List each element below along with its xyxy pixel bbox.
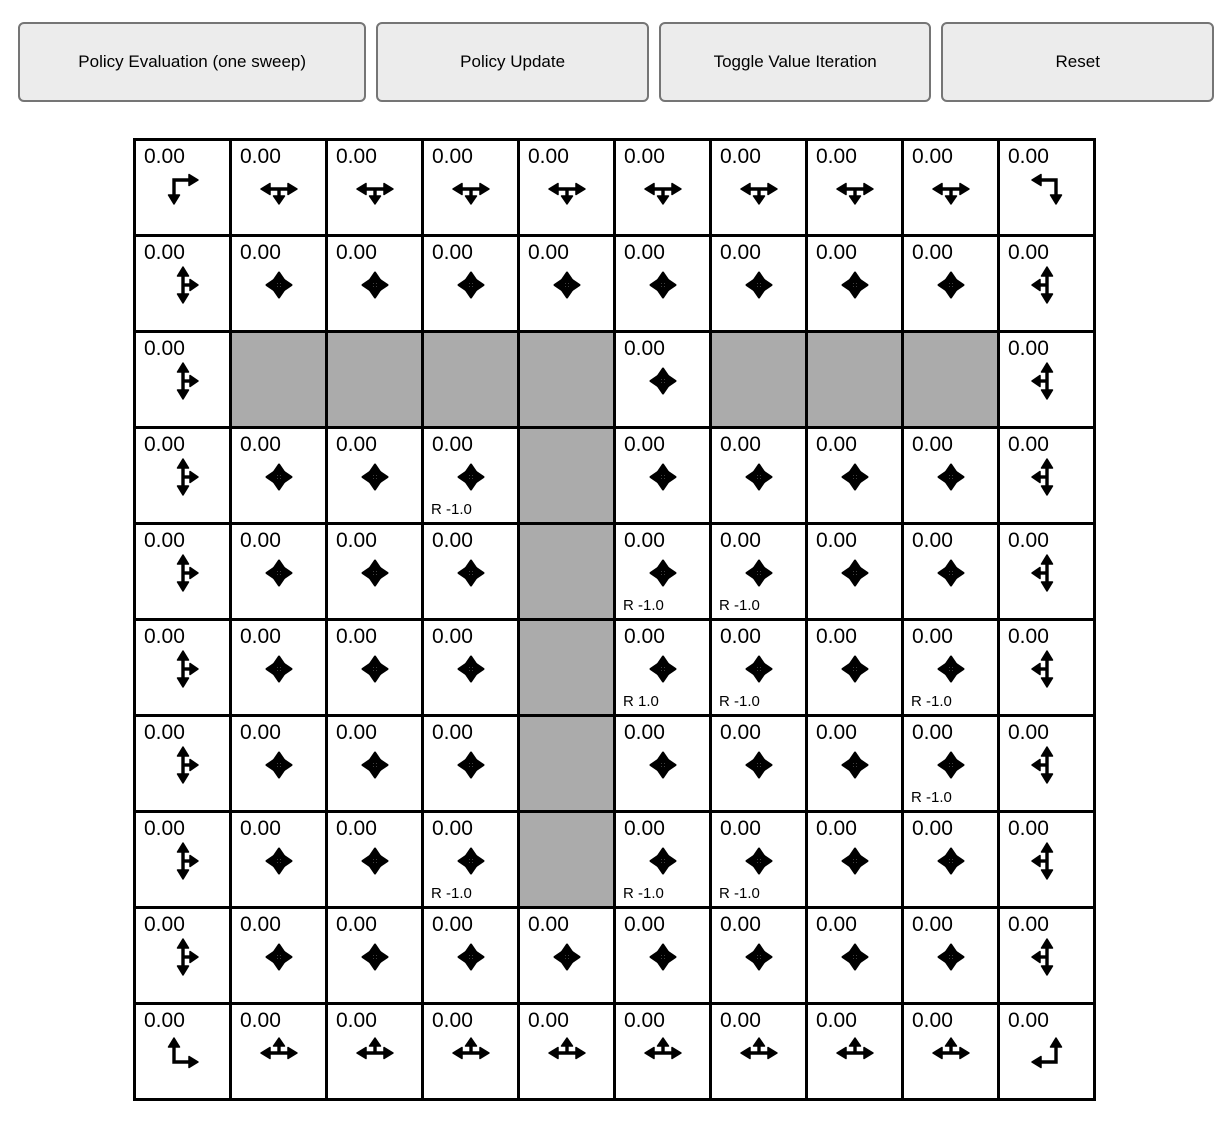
grid-cell-r7c9 [904,717,997,810]
policy-arrows-icon [833,551,877,595]
cell-value: 0.00 [1008,529,1049,552]
policy-arrows-icon [641,1031,685,1075]
grid-cell-r1c1 [136,141,229,234]
policy-arrows-icon [353,167,397,211]
grid-cell-r6c9 [904,621,997,714]
cell-value: 0.00 [720,913,761,936]
grid-cell-r4c4 [424,429,517,522]
grid-cell-r9c7 [712,909,805,1002]
cell-value: 0.00 [432,145,473,168]
grid-cell-r2c10 [1000,237,1093,330]
grid-cell-r9c8 [808,909,901,1002]
cell-value: 0.00 [720,145,761,168]
policy-arrows-icon [257,647,301,691]
grid-cell-r2c9 [904,237,997,330]
policy-arrows-icon [737,647,781,691]
grid-cell-r7c7 [712,717,805,810]
reward-label: R -1.0 [911,693,952,710]
reward-label: R -1.0 [719,693,760,710]
grid-cell-r4c1 [136,429,229,522]
cell-value: 0.00 [144,1009,185,1032]
policy-arrows-icon [449,935,493,979]
cell-value: 0.00 [336,241,377,264]
policy-evaluation-button[interactable]: Policy Evaluation (one sweep) [18,22,366,102]
policy-arrows-icon [929,1031,973,1075]
grid-cell-r5c2 [232,525,325,618]
policy-arrows-icon [929,167,973,211]
policy-arrows-icon [1025,935,1069,979]
grid-cell-r4c8 [808,429,901,522]
reward-label: R -1.0 [719,597,760,614]
grid-cell-r3c6 [616,333,709,426]
cell-value: 0.00 [240,913,281,936]
policy-arrows-icon [353,935,397,979]
cell-value: 0.00 [624,913,665,936]
cell-value: 0.00 [816,721,857,744]
policy-arrows-icon [737,263,781,307]
policy-arrows-icon [449,647,493,691]
cell-value: 0.00 [1008,337,1049,360]
grid-cell-r6c2 [232,621,325,714]
grid-cell-r1c5 [520,141,613,234]
cell-value: 0.00 [432,817,473,840]
grid-cell-r3c10 [1000,333,1093,426]
policy-arrows-icon [641,839,685,883]
grid-cell-r5c10 [1000,525,1093,618]
cell-value: 0.00 [912,817,953,840]
policy-arrows-icon [641,167,685,211]
cell-value: 0.00 [336,529,377,552]
grid-cell-r8c8 [808,813,901,906]
cell-value: 0.00 [816,913,857,936]
cell-value: 0.00 [240,721,281,744]
cell-value: 0.00 [720,1009,761,1032]
cell-value: 0.00 [144,433,185,456]
cell-value: 0.00 [336,625,377,648]
cell-value: 0.00 [624,625,665,648]
policy-arrows-icon [257,263,301,307]
policy-arrows-icon [1025,839,1069,883]
grid-cell-r10c7 [712,1005,805,1098]
cell-value: 0.00 [336,721,377,744]
grid-cell-r1c8 [808,141,901,234]
cell-value: 0.00 [528,1009,569,1032]
cell-value: 0.00 [1008,817,1049,840]
policy-arrows-icon [929,839,973,883]
reward-label: R -1.0 [431,885,472,902]
cell-value: 0.00 [432,433,473,456]
policy-arrows-icon [353,743,397,787]
cell-value: 0.00 [624,145,665,168]
grid-cell-r9c9 [904,909,997,1002]
grid-cell-r6c7 [712,621,805,714]
policy-arrows-icon [641,647,685,691]
cell-value: 0.00 [1008,913,1049,936]
reward-label: R -1.0 [719,885,760,902]
policy-arrows-icon [161,743,205,787]
grid-cell-r9c2 [232,909,325,1002]
policy-arrows-icon [641,455,685,499]
cell-value: 0.00 [528,241,569,264]
grid-cell-r4c2 [232,429,325,522]
grid-cell-r7c8 [808,717,901,810]
grid-cell-r7c2 [232,717,325,810]
cell-value: 0.00 [912,625,953,648]
grid-cell-r2c2 [232,237,325,330]
grid-cell-r7c4 [424,717,517,810]
policy-arrows-icon [257,455,301,499]
policy-arrows-icon [161,935,205,979]
cell-value: 0.00 [624,433,665,456]
policy-update-button[interactable]: Policy Update [376,22,649,102]
grid-cell-r8c7 [712,813,805,906]
policy-arrows-icon [833,167,877,211]
grid-cell-r4c9 [904,429,997,522]
policy-arrows-icon [929,647,973,691]
wall-cell-r3c4 [424,333,517,426]
grid-cell-r5c9 [904,525,997,618]
policy-arrows-icon [449,839,493,883]
grid-cell-r9c10 [1000,909,1093,1002]
wall-cell-r7c5 [520,717,613,810]
grid-cell-r10c8 [808,1005,901,1098]
grid-cell-r9c4 [424,909,517,1002]
policy-arrows-icon [353,839,397,883]
grid-cell-r6c6 [616,621,709,714]
grid-cell-r10c4 [424,1005,517,1098]
policy-arrows-icon [641,551,685,595]
policy-arrows-icon [737,1031,781,1075]
grid-cell-r5c7 [712,525,805,618]
grid-cell-r10c1 [136,1005,229,1098]
cell-value: 0.00 [816,817,857,840]
policy-arrows-icon [1025,263,1069,307]
policy-arrows-icon [353,263,397,307]
policy-arrows-icon [161,551,205,595]
cell-value: 0.00 [720,529,761,552]
cell-value: 0.00 [816,625,857,648]
grid-cell-r8c4 [424,813,517,906]
cell-value: 0.00 [624,529,665,552]
cell-value: 0.00 [432,625,473,648]
grid-cell-r5c3 [328,525,421,618]
cell-value: 0.00 [336,433,377,456]
grid-cell-r10c2 [232,1005,325,1098]
cell-value: 0.00 [912,241,953,264]
grid-cell-r1c3 [328,141,421,234]
cell-value: 0.00 [1008,433,1049,456]
grid-cell-r5c6 [616,525,709,618]
cell-value: 0.00 [240,145,281,168]
policy-arrows-icon [545,935,589,979]
grid-cell-r4c7 [712,429,805,522]
policy-arrows-icon [641,743,685,787]
policy-arrows-icon [161,839,205,883]
grid-cell-r1c7 [712,141,805,234]
cell-value: 0.00 [144,721,185,744]
wall-cell-r6c5 [520,621,613,714]
gridworld-container [133,138,1232,1101]
grid-cell-r2c4 [424,237,517,330]
reset-button[interactable]: Reset [941,22,1214,102]
cell-value: 0.00 [240,529,281,552]
grid-cell-r2c3 [328,237,421,330]
policy-arrows-icon [257,167,301,211]
policy-arrows-icon [641,935,685,979]
policy-arrows-icon [545,1031,589,1075]
policy-arrows-icon [161,167,205,211]
wall-cell-r5c5 [520,525,613,618]
grid-cell-r10c5 [520,1005,613,1098]
cell-value: 0.00 [816,433,857,456]
wall-cell-r8c5 [520,813,613,906]
cell-value: 0.00 [432,241,473,264]
cell-value: 0.00 [912,433,953,456]
cell-value: 0.00 [816,145,857,168]
cell-value: 0.00 [720,817,761,840]
grid-cell-r8c6 [616,813,709,906]
policy-arrows-icon [833,839,877,883]
cell-value: 0.00 [720,433,761,456]
cell-value: 0.00 [336,1009,377,1032]
policy-arrows-icon [929,551,973,595]
cell-value: 0.00 [624,817,665,840]
cell-value: 0.00 [240,625,281,648]
grid-cell-r7c1 [136,717,229,810]
policy-arrows-icon [449,743,493,787]
grid-cell-r9c5 [520,909,613,1002]
cell-value: 0.00 [528,145,569,168]
policy-arrows-icon [833,743,877,787]
cell-value: 0.00 [912,1009,953,1032]
policy-arrows-icon [929,263,973,307]
grid-cell-r10c10 [1000,1005,1093,1098]
cell-value: 0.00 [1008,625,1049,648]
reward-label: R -1.0 [623,885,664,902]
policy-arrows-icon [545,263,589,307]
cell-value: 0.00 [720,721,761,744]
cell-value: 0.00 [624,1009,665,1032]
cell-value: 0.00 [624,721,665,744]
grid-cell-r5c1 [136,525,229,618]
grid-cell-r4c6 [616,429,709,522]
cell-value: 0.00 [912,529,953,552]
policy-arrows-icon [257,839,301,883]
cell-value: 0.00 [432,913,473,936]
gridworld-grid [133,138,1096,1101]
cell-value: 0.00 [240,433,281,456]
cell-value: 0.00 [912,145,953,168]
grid-cell-r8c10 [1000,813,1093,906]
policy-arrows-icon [161,359,205,403]
policy-arrows-icon [641,359,685,403]
grid-cell-r8c3 [328,813,421,906]
cell-value: 0.00 [432,721,473,744]
policy-arrows-icon [1025,167,1069,211]
grid-cell-r2c8 [808,237,901,330]
policy-arrows-icon [257,935,301,979]
policy-arrows-icon [449,263,493,307]
grid-cell-r2c6 [616,237,709,330]
policy-arrows-icon [1025,647,1069,691]
policy-arrows-icon [449,167,493,211]
policy-arrows-icon [449,455,493,499]
policy-arrows-icon [353,455,397,499]
grid-cell-r10c6 [616,1005,709,1098]
wall-cell-r3c2 [232,333,325,426]
policy-arrows-icon [161,263,205,307]
grid-cell-r2c5 [520,237,613,330]
wall-cell-r3c5 [520,333,613,426]
cell-value: 0.00 [144,817,185,840]
cell-value: 0.00 [1008,241,1049,264]
cell-value: 0.00 [240,1009,281,1032]
grid-cell-r6c1 [136,621,229,714]
grid-cell-r3c1 [136,333,229,426]
policy-arrows-icon [161,647,205,691]
cell-value: 0.00 [720,625,761,648]
policy-arrows-icon [737,551,781,595]
policy-arrows-icon [737,167,781,211]
grid-cell-r10c3 [328,1005,421,1098]
grid-cell-r8c2 [232,813,325,906]
policy-arrows-icon [449,551,493,595]
wall-cell-r3c8 [808,333,901,426]
reward-label: R -1.0 [911,789,952,806]
cell-value: 0.00 [432,529,473,552]
policy-arrows-icon [545,167,589,211]
policy-arrows-icon [1025,455,1069,499]
cell-value: 0.00 [144,241,185,264]
grid-cell-r7c3 [328,717,421,810]
wall-cell-r3c9 [904,333,997,426]
cell-value: 0.00 [336,817,377,840]
cell-value: 0.00 [816,529,857,552]
policy-arrows-icon [737,743,781,787]
policy-arrows-icon [353,551,397,595]
wall-cell-r3c3 [328,333,421,426]
grid-cell-r8c1 [136,813,229,906]
cell-value: 0.00 [240,817,281,840]
grid-cell-r6c4 [424,621,517,714]
policy-arrows-icon [353,647,397,691]
cell-value: 0.00 [336,145,377,168]
cell-value: 0.00 [624,337,665,360]
grid-cell-r4c10 [1000,429,1093,522]
policy-arrows-icon [449,1031,493,1075]
grid-cell-r1c9 [904,141,997,234]
grid-cell-r4c3 [328,429,421,522]
cell-value: 0.00 [912,913,953,936]
policy-arrows-icon [833,647,877,691]
grid-cell-r8c9 [904,813,997,906]
grid-cell-r1c2 [232,141,325,234]
policy-arrows-icon [641,263,685,307]
policy-arrows-icon [929,455,973,499]
grid-cell-r7c6 [616,717,709,810]
policy-arrows-icon [929,935,973,979]
cell-value: 0.00 [624,241,665,264]
grid-cell-r9c1 [136,909,229,1002]
grid-cell-r1c10 [1000,141,1093,234]
grid-cell-r6c8 [808,621,901,714]
toolbar [18,22,1214,102]
cell-value: 0.00 [720,241,761,264]
grid-cell-r6c10 [1000,621,1093,714]
reward-label: R -1.0 [431,501,472,518]
cell-value: 0.00 [528,913,569,936]
cell-value: 0.00 [144,145,185,168]
policy-arrows-icon [833,455,877,499]
reward-label: R -1.0 [623,597,664,614]
cell-value: 0.00 [240,241,281,264]
grid-cell-r2c7 [712,237,805,330]
policy-arrows-icon [737,839,781,883]
policy-arrows-icon [257,743,301,787]
policy-arrows-icon [737,935,781,979]
cell-value: 0.00 [1008,145,1049,168]
policy-arrows-icon [257,551,301,595]
grid-cell-r9c6 [616,909,709,1002]
wall-cell-r4c5 [520,429,613,522]
cell-value: 0.00 [816,241,857,264]
grid-cell-r6c3 [328,621,421,714]
toggle-value-iteration-button[interactable]: Toggle Value Iteration [659,22,932,102]
policy-arrows-icon [161,455,205,499]
cell-value: 0.00 [1008,721,1049,744]
policy-arrows-icon [1025,551,1069,595]
grid-cell-r10c9 [904,1005,997,1098]
policy-arrows-icon [929,743,973,787]
grid-cell-r7c10 [1000,717,1093,810]
grid-cell-r2c1 [136,237,229,330]
grid-cell-r1c6 [616,141,709,234]
policy-arrows-icon [1025,743,1069,787]
policy-arrows-icon [1025,359,1069,403]
reward-label: R 1.0 [623,693,659,710]
policy-arrows-icon [737,455,781,499]
cell-value: 0.00 [432,1009,473,1032]
cell-value: 0.00 [144,625,185,648]
cell-value: 0.00 [144,913,185,936]
grid-cell-r9c3 [328,909,421,1002]
policy-arrows-icon [1025,1031,1069,1075]
policy-arrows-icon [161,1031,205,1075]
grid-cell-r5c4 [424,525,517,618]
grid-cell-r5c8 [808,525,901,618]
policy-arrows-icon [833,1031,877,1075]
cell-value: 0.00 [336,913,377,936]
cell-value: 0.00 [912,721,953,744]
cell-value: 0.00 [816,1009,857,1032]
wall-cell-r3c7 [712,333,805,426]
grid-cell-r1c4 [424,141,517,234]
policy-arrows-icon [257,1031,301,1075]
cell-value: 0.00 [1008,1009,1049,1032]
policy-arrows-icon [833,935,877,979]
cell-value: 0.00 [144,529,185,552]
policy-arrows-icon [833,263,877,307]
policy-arrows-icon [353,1031,397,1075]
cell-value: 0.00 [144,337,185,360]
